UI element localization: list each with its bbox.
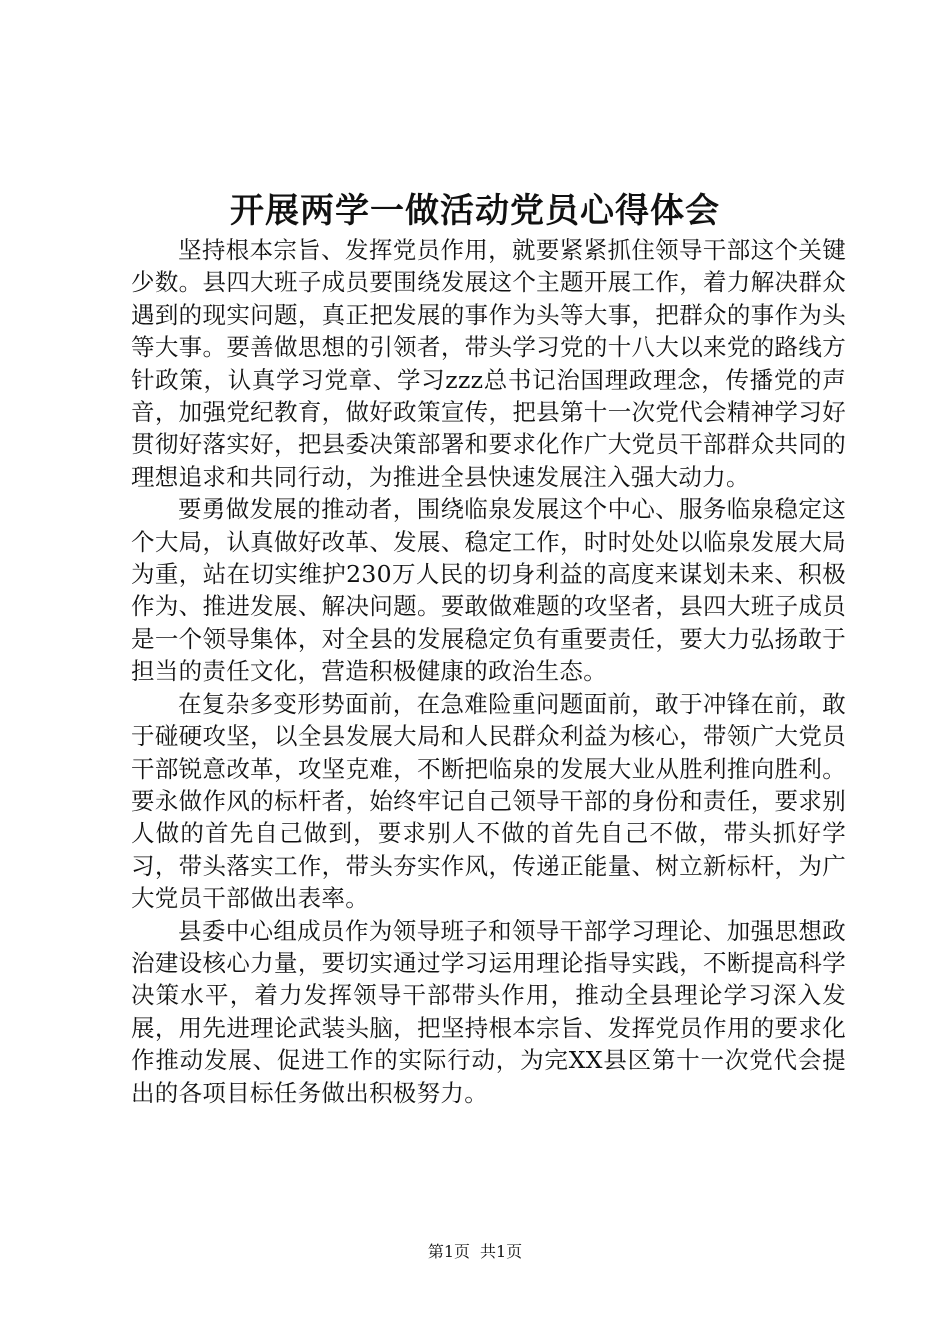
page-footer xyxy=(0,1240,950,1264)
document-body xyxy=(131,234,846,1109)
paragraph-2: 要勇做发展的推动者，围绕临泉发展这个中心、服务临泉稳定这个大局，认真做好改革、发展、稳定工作，时时处处以临泉发展大局为重，站在切实维护230万人民的切身利益的高度来谋划未来、积极作为、推进发展、解决问题。要敢做难题的攻坚者，县四大班子成员是一个领导集体，对全县的发展稳定负有重要责任，要大力弘扬敢于担当的责任文化，营造积极健康的政治生态。 xyxy=(131,495,846,686)
document-title: 开展两学一做活动党员心得体会 xyxy=(230,191,720,231)
paragraph-3: 在复杂多变形势面前，在急难险重问题面前，敢于冲锋在前，敢于碰硬攻坚，以全县发展大局和人民群众利益为核心，带领广大党员干部锐意改革，攻坚克难，不断把临泉的发展大业从胜利推向胜利。要永做作风的标杆者，始终牢记自己领导干部的身份和责任，要求别人做的首先自己做到，要求别人不做的首先自己不做，带头抓好学习，带头落实工作，带头夯实作风，传递正能量、树立新标杆，为广大党员干部做出表率。 xyxy=(131,689,846,913)
page-number-total: 共1页 xyxy=(480,1242,523,1261)
paragraph-4: 县委中心组成员作为领导班子和领导干部学习理论、加强思想政治建设核心力量，要切实通过学习运用理论指导实践，不断提高科学决策水平，着力发挥领导干部带头作用，推动全县理论学习深入发展，用先进理论武装头脑，把坚持根本宗旨、发挥党员作用的要求化作推动发展、促进工作的实际行动，为完XX县区第十一次党代会提出的各项目标任务做出积极努力。 xyxy=(131,916,846,1107)
page-number-current: 第1页 xyxy=(427,1242,470,1261)
paragraph-1: 坚持根本宗旨、发挥党员作用，就要紧紧抓住领导干部这个关键少数。县四大班子成员要围绕发展这个主题开展工作，着力解决群众遇到的现实问题，真正把发展的事作为头等大事，把群众的事作为头等大事。要善做思想的引领者，带头学习党的十八大以来党的路线方针政策，认真学习党章、学习zzz总书记治国理政理念，传播党的声音，加强党纪教育，做好政策宣传，把县第十一次党代会精神学习好贯彻好落实好，把县委决策部署和要求化作广大党员干部群众共同的理想追求和共同行动，为推进全县快速发展注入强大动力。 xyxy=(131,236,846,491)
